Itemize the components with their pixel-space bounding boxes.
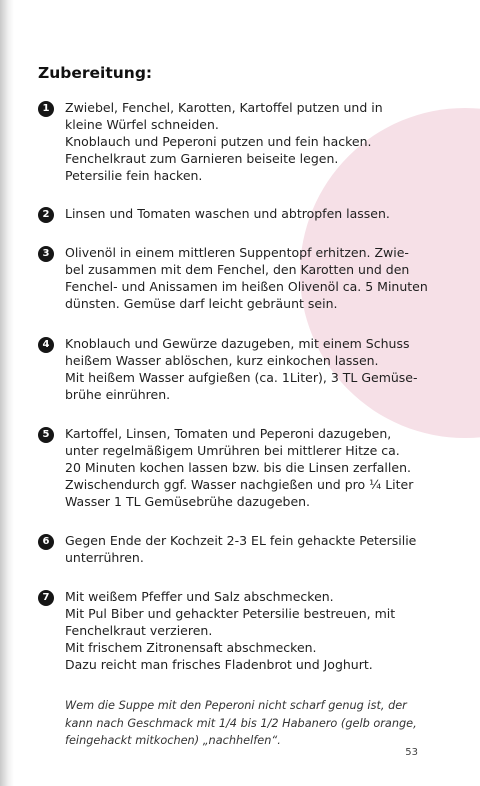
serving-note xyxy=(65,697,428,750)
step-line: Olivenöl in einem mittleren Suppentopf erhitzen. Zwie- xyxy=(65,245,409,260)
step-line: Mit frischem Zitronensaft abschmecken. xyxy=(65,640,317,655)
step-1 xyxy=(38,99,428,184)
step-line: dünsten. Gemüse darf leicht gebräunt sein. xyxy=(65,296,338,311)
note-line: kann nach Geschmack mit 1/4 bis 1/2 Habanero (gelb orange, xyxy=(65,716,417,730)
step-line: unter regelmäßigem Umrühren bei mittlerer Hitze ca. xyxy=(65,443,400,458)
step-number-badge: 4 xyxy=(38,337,54,353)
step-line: Gegen Ende der Kochzeit 2-3 EL fein gehackte Petersilie xyxy=(65,533,417,548)
step-line: Kartoffel, Linsen, Tomaten und Peperoni dazugeben, xyxy=(65,426,392,441)
step-text xyxy=(65,99,428,184)
step-line: Mit weißem Pfeffer und Salz abschmecken. xyxy=(65,589,334,604)
step-7 xyxy=(38,588,428,673)
step-line: Linsen und Tomaten waschen und abtropfen lassen. xyxy=(65,206,390,221)
step-line: unterrühren. xyxy=(65,550,144,565)
step-4 xyxy=(38,335,428,403)
step-line: Mit Pul Biber und gehackter Petersilie bestreuen, mit xyxy=(65,606,396,621)
step-number-badge: 6 xyxy=(38,534,54,550)
section-heading: Zubereitung: xyxy=(38,64,153,82)
step-line: heißem Wasser ablöschen, kurz einkochen lassen. xyxy=(65,353,379,368)
step-line: Knoblauch und Gewürze dazugeben, mit einem Schuss xyxy=(65,336,410,351)
step-line: Fenchel- und Anissamen im heißen Olivenöl ca. 5 Minuten xyxy=(65,279,428,294)
step-line: 20 Minuten kochen lassen bzw. bis die Linsen zerfallen. xyxy=(65,460,411,475)
step-text xyxy=(65,335,428,403)
step-number-badge: 2 xyxy=(38,207,54,223)
recipe-instructions xyxy=(38,64,428,750)
page-number: 53 xyxy=(405,747,418,758)
step-line: Dazu reicht man frisches Fladenbrot und Joghurt. xyxy=(65,657,373,672)
step-line: kleine Würfel schneiden. xyxy=(65,117,219,132)
step-line: bel zusammen mit dem Fenchel, den Karotten und den xyxy=(65,262,410,277)
step-line: Petersilie fein hacken. xyxy=(65,168,203,183)
step-line: Zwischendurch ggf. Wasser nachgießen und pro ¼ Liter xyxy=(65,477,414,492)
step-2 xyxy=(38,205,428,223)
step-3 xyxy=(38,244,428,312)
step-text xyxy=(65,205,428,222)
step-text xyxy=(65,588,428,673)
step-line: brühe einrühren. xyxy=(65,387,171,402)
step-number-badge: 7 xyxy=(38,590,54,606)
note-line: Wem die Suppe mit den Peperoni nicht scharf genug ist, der xyxy=(65,699,407,712)
step-line: Knoblauch und Peperoni putzen und fein hacken. xyxy=(65,134,372,149)
step-line: Mit heißem Wasser aufgießen (ca. 1Liter), 3 TL Gemüse- xyxy=(65,370,418,385)
step-text xyxy=(65,244,428,312)
step-number-badge: 1 xyxy=(38,101,54,117)
step-number-badge: 5 xyxy=(38,427,54,443)
step-line: Fenchelkraut verzieren. xyxy=(65,623,213,638)
step-text xyxy=(65,532,428,566)
step-line: Fenchelkraut zum Garnieren beiseite legen. xyxy=(65,151,339,166)
step-line: Zwiebel, Fenchel, Karotten, Kartoffel putzen und in xyxy=(65,100,383,115)
page-binding-shadow xyxy=(0,0,14,786)
step-text xyxy=(65,425,428,510)
step-6 xyxy=(38,532,428,566)
step-number-badge: 3 xyxy=(38,246,54,262)
note-line: feingehackt mitkochen) „nachhelfen“. xyxy=(65,734,281,747)
step-5 xyxy=(38,425,428,510)
step-line: Wasser 1 TL Gemüsebrühe dazugeben. xyxy=(65,494,311,509)
